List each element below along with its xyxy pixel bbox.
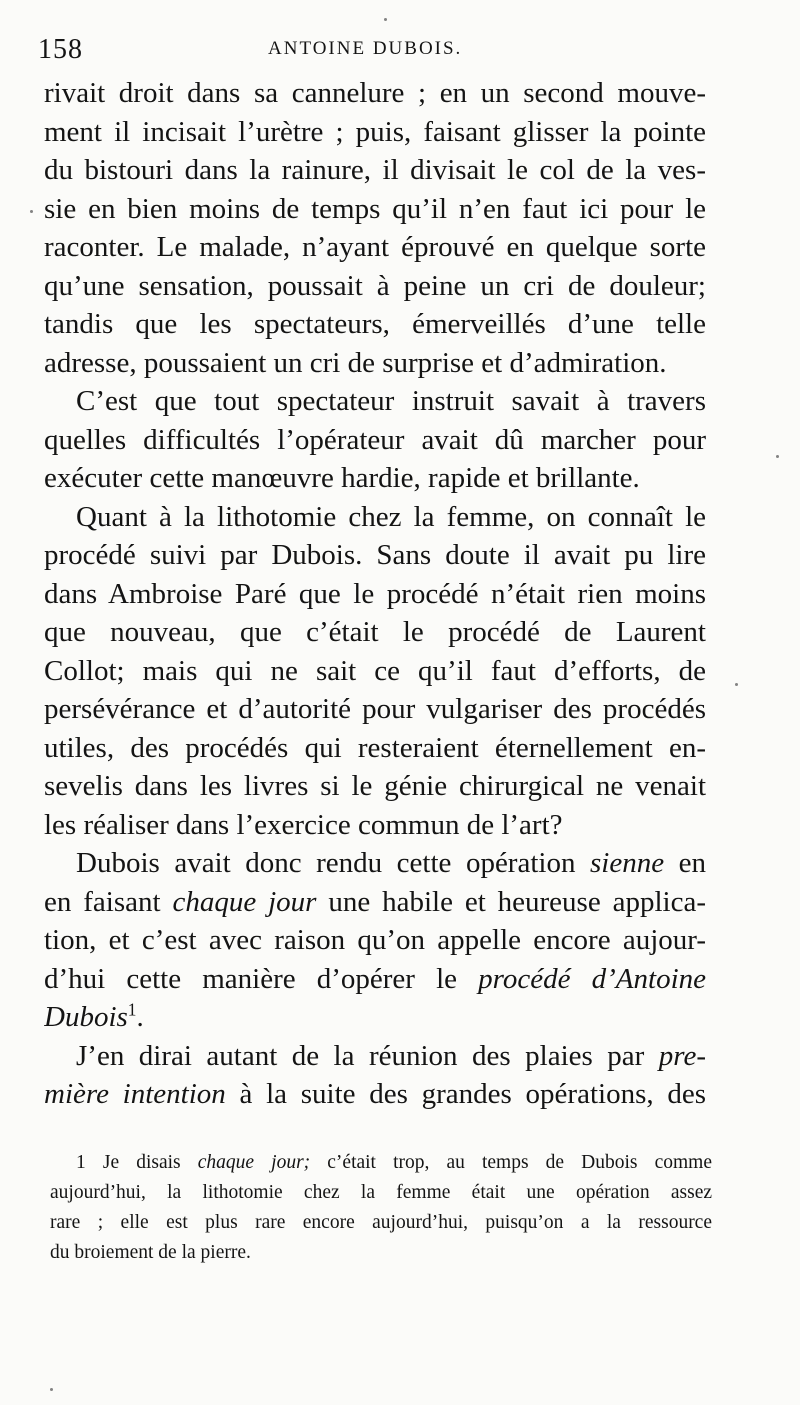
text-run: . — [136, 1001, 144, 1033]
text-run: sevelis dans les livres si le génie chirurgical ne venait — [44, 770, 706, 802]
print-speck — [50, 1388, 53, 1391]
text-run: à la suite des grandes opérations, des — [225, 1078, 706, 1110]
text-run: dans Ambroise Paré que le procédé n’était rien moins — [44, 577, 706, 610]
running-head: ANTOINE DUBOIS. — [268, 38, 463, 59]
footnotes — [50, 1148, 712, 1268]
text-run: rare ; elle est plus rare encore aujourd’hui, puisqu’on a la ressource — [50, 1212, 712, 1233]
text-run: aujourd’hui, la lithotomie chez la femme était une opération assez — [50, 1182, 712, 1203]
text-line — [44, 74, 706, 113]
text-run: J’en dirai autant de la réunion des plaies par — [76, 1039, 659, 1072]
text-line — [44, 228, 706, 267]
print-speck — [735, 683, 738, 686]
text-line — [44, 382, 706, 421]
page-header — [38, 34, 768, 68]
text-line — [44, 690, 706, 729]
text-line — [44, 498, 706, 537]
text-line — [44, 459, 706, 498]
text-run: utiles, des procédés qui resteraient éternellement en- — [44, 731, 706, 764]
text-run: ment il incisait l’urètre ; puis, faisant glisser la pointe — [44, 115, 706, 148]
page-number: 158 — [38, 34, 83, 65]
text-run: raconter. Le malade, n’ayant éprouvé en quelque sorte — [44, 231, 706, 263]
italic-text: chaque jour — [172, 885, 317, 918]
italic-text: pre- — [658, 1039, 706, 1072]
text-line — [44, 960, 706, 999]
italic-text: sienne — [590, 847, 665, 879]
italic-text: chaque jour; — [197, 1152, 311, 1173]
text-run: c’était trop, au temps de Dubois comme — [310, 1152, 712, 1173]
text-run: Collot; mais qui ne sait ce qu’il faut d’efforts, de — [44, 654, 706, 687]
text-run: en faisant — [44, 885, 173, 918]
text-run: en — [664, 847, 706, 879]
text-line — [44, 652, 706, 691]
text-run: d’hui cette manière d’opérer le — [44, 962, 479, 995]
text-line — [44, 767, 706, 806]
text-run: une habile et heureuse applica- — [316, 885, 706, 918]
text-run: les réaliser dans l’exercice commun de l’art? — [44, 808, 563, 841]
body-text — [44, 74, 706, 1114]
text-line — [44, 344, 706, 383]
text-line — [44, 806, 706, 845]
italic-text: procédé d’Antoine — [478, 962, 706, 995]
text-run: que nouveau, que c’était le procédé de Laurent — [44, 616, 706, 648]
footnote-line — [50, 1208, 712, 1238]
text-line — [44, 921, 706, 960]
text-run: procédé suivi par Dubois. Sans doute il avait pu lire — [44, 539, 706, 571]
text-run: Dubois avait donc rendu cette opération — [76, 847, 590, 879]
footnote-line — [50, 1148, 712, 1178]
text-run: quelles difficultés l’opérateur avait dû marcher pour — [44, 423, 706, 456]
text-line — [44, 190, 706, 229]
text-line — [44, 305, 706, 344]
text-run: rivait droit dans sa cannelure ; en un second mouve- — [44, 77, 706, 109]
footnote-line — [50, 1238, 712, 1268]
text-line — [44, 421, 706, 460]
text-line — [44, 575, 706, 614]
text-run: 1 Je disais — [76, 1152, 198, 1173]
text-run: tion, et c’est avec raison qu’on appelle encore aujour- — [44, 924, 706, 956]
text-line — [44, 729, 706, 768]
text-run: sie en bien moins de temps qu’il n’en faut ici pour le — [44, 192, 706, 225]
italic-text: mière intention — [44, 1078, 226, 1110]
text-line — [44, 844, 706, 883]
footnote-line — [50, 1178, 712, 1208]
text-run: tandis que les spectateurs, émerveillés d’une telle — [44, 308, 706, 340]
text-run: du bistouri dans la rainure, il divisait le col de la ves- — [44, 154, 706, 186]
text-run: exécuter cette manœuvre hardie, rapide et brillante. — [44, 462, 640, 494]
text-line — [44, 113, 706, 152]
footnote-reference: 1 — [127, 999, 137, 1020]
print-speck — [30, 210, 33, 213]
text-run: persévérance et d’autorité pour vulgariser des procédés — [44, 693, 706, 725]
print-speck — [776, 455, 779, 458]
text-line — [44, 151, 706, 190]
text-line — [44, 267, 706, 306]
text-line — [44, 536, 706, 575]
text-line — [44, 1075, 706, 1114]
text-line — [44, 1037, 706, 1076]
text-run: du broiement de la pierre. — [50, 1242, 251, 1263]
text-line — [44, 613, 706, 652]
text-line — [44, 883, 706, 922]
text-run: qu’une sensation, poussait à peine un cri de douleur; — [44, 269, 706, 302]
text-run: Quant à la lithotomie chez la femme, on connaît le — [76, 500, 706, 533]
text-line — [44, 998, 706, 1037]
print-speck — [384, 18, 387, 21]
italic-text: Dubois — [44, 1001, 128, 1033]
text-run: C’est que tout spectateur instruit savait à travers — [76, 385, 706, 417]
text-run: adresse, poussaient un cri de surprise et d’admiration. — [44, 346, 667, 379]
